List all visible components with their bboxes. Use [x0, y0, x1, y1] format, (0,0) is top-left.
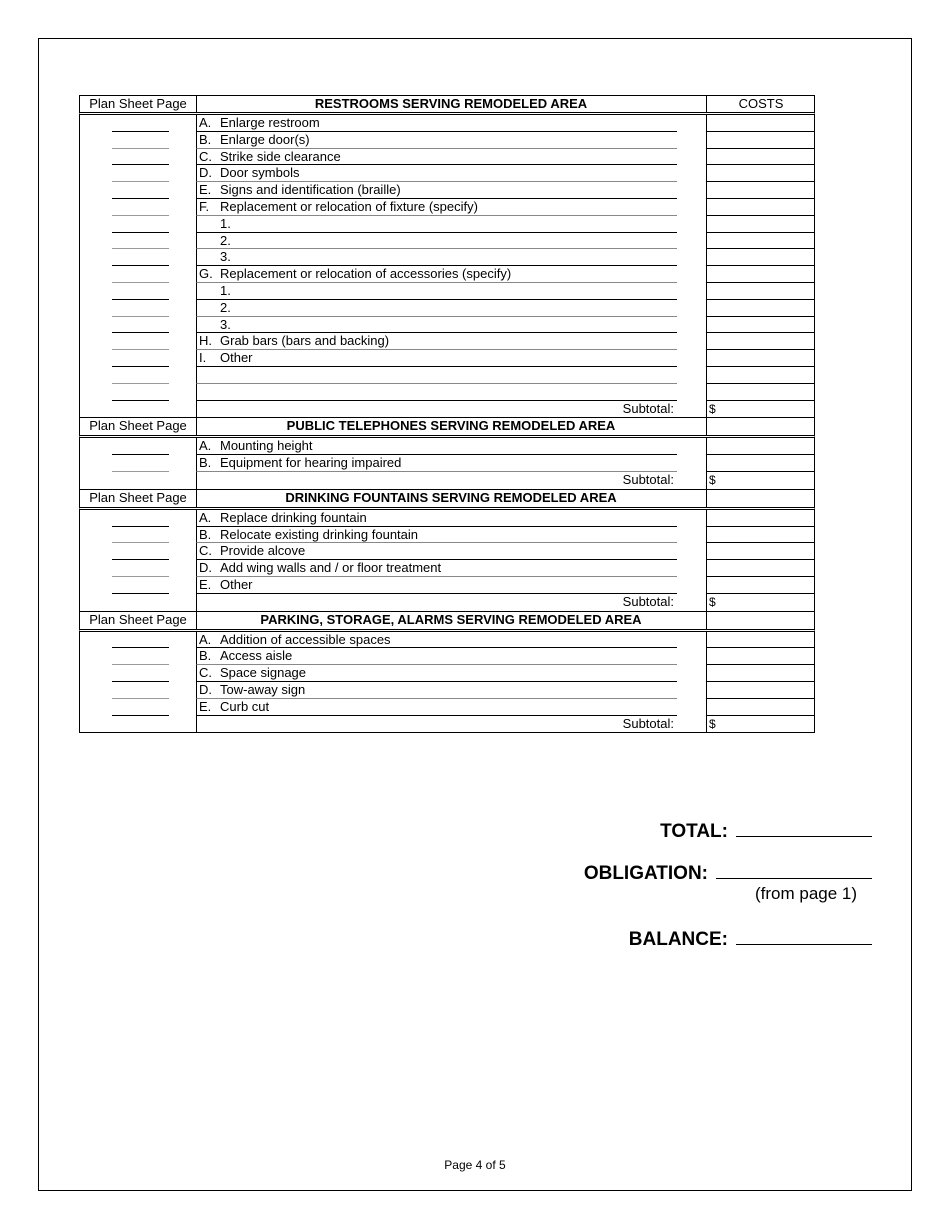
section-header	[79, 490, 815, 510]
total-field[interactable]	[736, 818, 872, 837]
item-text: Relocate existing drinking fountain	[220, 526, 419, 542]
item-text: Other	[220, 576, 253, 592]
item-text: Replacement or relocation of fixture (specify)	[220, 198, 478, 214]
item-text: Provide alcove	[220, 543, 306, 559]
cost-field[interactable]	[706, 249, 814, 266]
subtotal-row	[80, 472, 814, 489]
line-item	[80, 333, 814, 350]
section-body	[79, 632, 815, 734]
item-letter: D.	[199, 681, 212, 697]
subtotal-row	[80, 594, 814, 611]
cost-field[interactable]	[706, 266, 814, 283]
cost-field[interactable]	[706, 115, 814, 132]
item-text: Add wing walls and / or floor treatment	[220, 560, 442, 576]
line-item	[80, 216, 814, 233]
item-letter: E.	[199, 576, 212, 592]
item-letter: F.	[199, 198, 210, 214]
item-letter: B.	[199, 648, 212, 664]
item-text: Other	[220, 350, 253, 366]
item-letter: D.	[199, 165, 212, 181]
item-description	[196, 527, 677, 544]
costs-header	[706, 418, 815, 435]
subtotal-label: Subtotal:	[196, 401, 677, 418]
plan-sheet-page-header: Plan Sheet Page	[80, 96, 197, 112]
line-item	[80, 283, 814, 300]
item-text: Replace drinking fountain	[220, 509, 367, 525]
section-header	[79, 418, 815, 438]
item-description	[196, 665, 677, 682]
item-subnumber: 2.	[220, 232, 231, 248]
costs-header	[706, 490, 815, 507]
section-header	[79, 612, 815, 632]
cost-field[interactable]	[706, 543, 814, 560]
item-letter: C.	[199, 665, 212, 681]
item-text: Mounting height	[220, 438, 313, 454]
item-text: Strike side clearance	[220, 148, 341, 164]
line-item	[80, 438, 814, 455]
item-subnumber: 3.	[220, 249, 231, 265]
item-text: Grab bars (bars and backing)	[220, 333, 390, 349]
subtotal-label: Subtotal:	[196, 594, 677, 611]
cost-field[interactable]	[706, 350, 814, 367]
item-description	[196, 182, 677, 199]
item-description	[196, 682, 677, 699]
item-description	[196, 233, 677, 250]
section-body	[79, 115, 815, 418]
item-description	[196, 216, 677, 233]
line-item	[80, 165, 814, 182]
line-item	[80, 300, 814, 317]
obligation-label: OBLIGATION:	[583, 863, 708, 884]
line-item	[80, 350, 814, 367]
cost-field[interactable]	[706, 199, 814, 216]
cost-field[interactable]	[706, 300, 814, 317]
item-text: Space signage	[220, 665, 307, 681]
cost-field[interactable]	[706, 527, 814, 544]
item-text: Equipment for hearing impaired	[220, 455, 402, 471]
subtotal-label: Subtotal:	[196, 472, 677, 489]
item-letter: A.	[199, 438, 212, 454]
item-description	[196, 510, 677, 527]
obligation-row	[584, 860, 872, 885]
section-title: DRINKING FOUNTAINS SERVING REMODELED AREA	[285, 489, 617, 505]
cost-field[interactable]	[706, 455, 814, 472]
line-item	[80, 648, 814, 665]
line-item	[80, 384, 814, 401]
subtotal-label: Subtotal:	[196, 716, 677, 733]
item-letter: A.	[199, 115, 212, 130]
item-letter: G.	[199, 266, 213, 282]
item-description	[196, 367, 677, 384]
section-body	[79, 510, 815, 612]
line-item	[80, 455, 814, 472]
balance-row	[629, 926, 872, 951]
item-letter: B.	[199, 131, 212, 147]
costs-header	[706, 612, 815, 629]
line-item	[80, 632, 814, 649]
subtotal-field[interactable]: $	[706, 472, 814, 489]
item-text: Addition of accessible spaces	[220, 631, 391, 647]
line-item	[80, 682, 814, 699]
item-letter: C.	[199, 148, 212, 164]
cost-form	[79, 95, 815, 733]
line-item	[80, 266, 814, 283]
item-subnumber: 3.	[220, 316, 231, 332]
item-letter: D.	[199, 560, 212, 576]
cost-field[interactable]	[706, 648, 814, 665]
item-description	[196, 333, 677, 350]
item-letter: H.	[199, 333, 212, 349]
cost-field[interactable]	[706, 560, 814, 577]
item-text: Door symbols	[220, 165, 300, 181]
line-item	[80, 182, 814, 199]
plan-sheet-page-header: Plan Sheet Page	[80, 490, 197, 507]
section-body	[79, 438, 815, 489]
section-title: PUBLIC TELEPHONES SERVING REMODELED AREA	[286, 418, 616, 434]
plan-sheet-page-header: Plan Sheet Page	[80, 612, 197, 629]
obligation-field[interactable]	[716, 860, 872, 879]
cost-field[interactable]	[706, 682, 814, 699]
item-description	[196, 317, 677, 334]
item-description	[196, 149, 677, 166]
item-text: Curb cut	[220, 698, 270, 714]
item-description	[196, 560, 677, 577]
line-item	[80, 317, 814, 334]
section-header	[79, 95, 815, 115]
item-description	[196, 199, 677, 216]
line-item	[80, 527, 814, 544]
line-item	[80, 699, 814, 716]
item-description	[196, 283, 677, 300]
line-item	[80, 249, 814, 266]
cost-field[interactable]	[706, 510, 814, 527]
item-description	[196, 115, 677, 132]
balance-label: BALANCE:	[628, 929, 728, 950]
item-letter: C.	[199, 543, 212, 559]
obligation-note: (from page 1)	[755, 884, 858, 903]
item-letter: A.	[199, 631, 212, 647]
line-item	[80, 510, 814, 527]
cost-field[interactable]	[706, 233, 814, 250]
cost-field[interactable]	[706, 317, 814, 334]
cost-field[interactable]	[706, 699, 814, 716]
item-subnumber: 2.	[220, 299, 231, 315]
cost-field[interactable]	[706, 216, 814, 233]
line-item	[80, 665, 814, 682]
item-description	[196, 132, 677, 149]
item-description	[196, 384, 677, 401]
cost-field[interactable]	[706, 333, 814, 350]
section-title: RESTROOMS SERVING REMODELED AREA	[314, 96, 588, 111]
subtotal-field[interactable]: $	[706, 716, 814, 733]
item-letter: E.	[199, 182, 212, 198]
cost-field[interactable]	[706, 182, 814, 199]
item-letter: I.	[199, 350, 207, 366]
item-text: Enlarge door(s)	[220, 131, 310, 147]
plan-sheet-page-header: Plan Sheet Page	[80, 418, 197, 435]
cost-field[interactable]	[706, 384, 814, 401]
item-letter: B.	[199, 455, 212, 471]
item-letter: E.	[199, 698, 212, 714]
cost-field[interactable]	[706, 632, 814, 649]
item-description	[196, 577, 677, 594]
line-item	[80, 115, 814, 132]
line-item	[80, 543, 814, 560]
cost-field[interactable]	[706, 132, 814, 149]
cost-field[interactable]	[706, 438, 814, 455]
item-description	[196, 699, 677, 716]
subtotal-row	[80, 401, 814, 418]
cost-field[interactable]	[706, 367, 814, 384]
item-description	[196, 438, 677, 455]
subtotal-field[interactable]: $	[706, 401, 814, 418]
item-description	[196, 632, 677, 649]
balance-field[interactable]	[736, 926, 872, 945]
subtotal-row	[80, 716, 814, 733]
item-description	[196, 249, 677, 266]
cost-field[interactable]	[706, 165, 814, 182]
item-description	[196, 350, 677, 367]
line-item	[80, 132, 814, 149]
cost-field[interactable]	[706, 149, 814, 166]
subtotal-field[interactable]: $	[706, 594, 814, 611]
item-description	[196, 648, 677, 665]
item-text: Enlarge restroom	[220, 115, 320, 130]
item-text: Signs and identification (braille)	[220, 182, 401, 198]
line-item	[80, 149, 814, 166]
item-letter: A.	[199, 509, 212, 525]
item-text: Tow-away sign	[220, 681, 306, 697]
costs-header: COSTS	[706, 96, 815, 112]
page-number: Page 4 of 5	[444, 1158, 506, 1172]
cost-field[interactable]	[706, 283, 814, 300]
cost-field[interactable]	[706, 665, 814, 682]
item-subnumber: 1.	[220, 282, 231, 298]
item-description	[196, 455, 677, 472]
item-description	[196, 543, 677, 560]
line-item	[80, 577, 814, 594]
total-row	[660, 818, 872, 843]
item-subnumber: 1.	[220, 215, 231, 231]
item-text: Replacement or relocation of accessories (specify)	[220, 266, 512, 282]
section-title: PARKING, STORAGE, ALARMS SERVING REMODELED AREA	[260, 611, 642, 627]
item-description	[196, 266, 677, 283]
item-description	[196, 165, 677, 182]
item-text: Access aisle	[220, 648, 293, 664]
line-item	[80, 367, 814, 384]
item-letter: B.	[199, 526, 212, 542]
item-description	[196, 300, 677, 317]
total-label: TOTAL:	[660, 821, 728, 842]
line-item	[80, 233, 814, 250]
line-item	[80, 199, 814, 216]
cost-field[interactable]	[706, 577, 814, 594]
line-item	[80, 560, 814, 577]
